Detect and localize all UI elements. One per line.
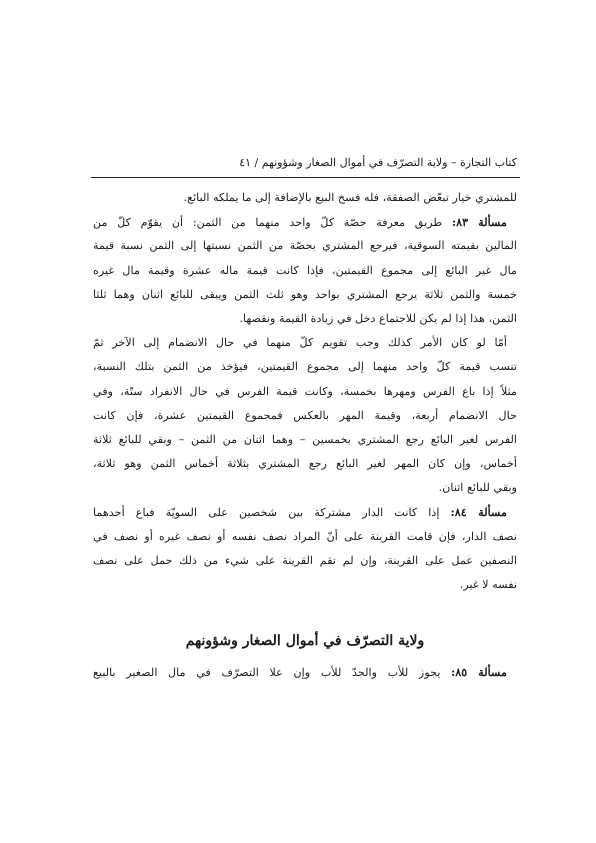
text-line: مال غير البائع إلى مجموع القيمتين، فإذا كانت قيمة ماله عشرة وقيمة مال غيره [93,263,517,277]
text-line: خمسة والثمن ثلاثة يرجع المشتري بواحد وهو ثلث الثمن ويبقى للبائع اثنان وهما ثلثا [93,287,517,301]
text-line: أخماس، وإن كان المهر لغير البائع رجع المشتري بثلاثة أخماس الثمن وهو ثلاثة، [93,457,517,471]
text-line: الفرس لغير البائع رجع المشتري بخمسين – وهما اثنان من الثمن – وبقي للبائع ثلاثة [93,432,517,446]
running-header [93,153,517,173]
text-line: أمّا لو كان الأمر كذلك وجب تقويم كلّ منهما في حال الانضمام إلى الآخر ثمّ [93,336,507,350]
issue-84-line [93,500,517,524]
issue-84-label: مسألة ٨٤: [450,505,507,520]
issue-83-line [93,210,517,234]
section-heading [93,629,517,653]
header-divider [91,177,520,178]
text-line: للمشتري خيار تبعّض الصفقة، فله فسخ البيع بالإضافة إلى ما يملكه البائع. [183,191,517,204]
text-line: مثلاً إذا باع الفرس ومهرها بخمسة، وكانت قيمة الفرس في حال الانفراد ستّة، وفي [93,384,517,398]
text-line: نصف الدار، فإن قامت القرينة على أنّ المراد نصف نفسه أو نصف غيره أو نصف في [93,529,517,543]
issue-85-line [93,660,517,684]
text-line: تنسب قيمة كلّ واحد منهما إلى مجموع القيمتين، فيؤخذ من الثمن بتلك النسبة، [93,360,517,374]
text-line: النصفين عمل على القرينة، وإن لم تقم القرينة على شيء من ذلك حمل على نصف [93,553,517,567]
issue-85-text: يجوز للأب والجدّ للأب وإن علا التصرّف في مال الصغير بالبيع [93,666,452,679]
text-line: وبقي للبائع اثنان. [438,481,517,495]
running-header-text: كتاب التجارة – ولاية التصرّف في أموال الصغار وشؤونهم / ٤١ [239,156,517,169]
section-heading-text: ولاية التصرّف في أموال الصغار وشؤونهم [185,633,425,649]
text-line: حال الانضمام أربعة، وقيمة المهر بالعكس فمجموع القيمتين عشرة، فإن كانت [93,408,517,422]
text-line: الثمن، هذا إذا لم يكن للاجتماع دخل في زيادة القيمة ونقصها. [239,311,517,325]
issue-85-label: مسألة ٨٥: [451,665,508,679]
issue-83-label: مسألة ٨٣: [452,215,507,230]
body-text-continued [93,660,517,684]
body-text [93,186,517,597]
text-line: المالين بقيمته السوقية، فيرجع المشتري بحصّة من الثمن نسبتها إلى الثمن نسبة قيمة [93,239,517,253]
issue-83-text: طريق معرفة حصّة كلّ واحد منهما من الثمن: أن يقوّم كلّ من [93,216,453,230]
text-line: نفسه لا غير. [459,578,517,591]
issue-84-text: إذا كانت الدار مشتركة بين شخصين على السويّة فباع أحدهما [93,506,451,520]
